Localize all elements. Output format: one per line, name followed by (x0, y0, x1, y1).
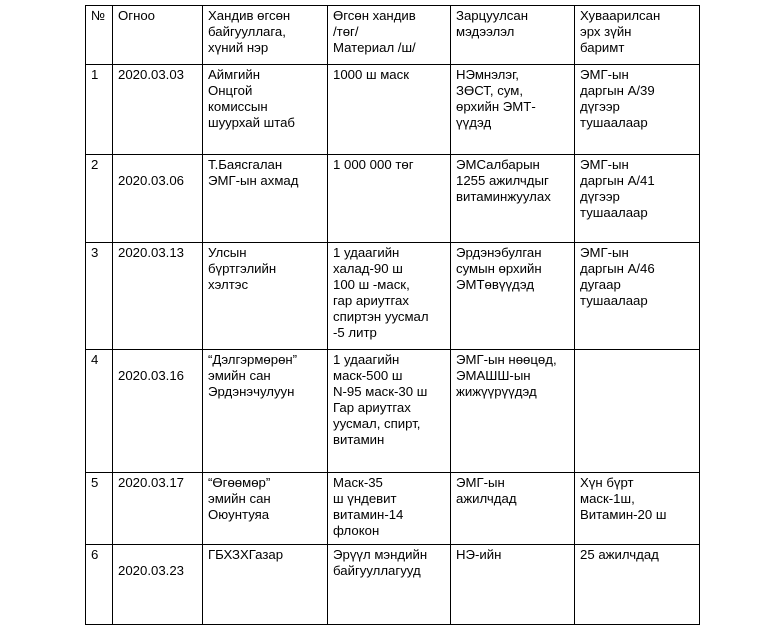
cell-legal-document (575, 350, 700, 473)
table-row (86, 155, 700, 243)
header-usage: Зарцуулсан мэдээлэл (451, 6, 575, 65)
cell-number: 4 (86, 350, 113, 473)
cell-donor: Улсын бүртгэлийн хэлтэс (203, 243, 328, 350)
header-donation: Өгсөн хандив /төг/ Материал /ш/ (328, 6, 451, 65)
table-row (86, 473, 700, 545)
cell-number: 3 (86, 243, 113, 350)
cell-donation: 1 удаагийн халад-90 ш 100 ш -маск, гар ариутгах спиртэн уусмал -5 литр (328, 243, 451, 350)
donation-table (85, 5, 700, 625)
header-donor: Хандив өгсөн байгууллага, хүний нэр (203, 6, 328, 65)
cell-legal-document: 25 ажилчдад (575, 545, 700, 625)
cell-legal-document: ЭМГ-ын даргын А/41 дүгээр тушаалаар (575, 155, 700, 243)
cell-date: 2020.03.06 (113, 155, 203, 243)
cell-number: 2 (86, 155, 113, 243)
cell-usage: ЭМГ-ын нөөцөд, ЭМАШШ-ын жижүүрүүдэд (451, 350, 575, 473)
table-row (86, 65, 700, 155)
header-legal-document: Хуваарилсан эрх зүйн баримт (575, 6, 700, 65)
header-date: Огноо (113, 6, 203, 65)
table-header-row (86, 6, 700, 65)
cell-donation: 1000 ш маск (328, 65, 451, 155)
cell-usage: ЭМГ-ын ажилчдад (451, 473, 575, 545)
cell-number: 1 (86, 65, 113, 155)
cell-number: 5 (86, 473, 113, 545)
cell-donor: Аймгийн Онцгой комиссын шуурхай штаб (203, 65, 328, 155)
cell-donor: “Дэлгэрмөрөн” эмийн сан Эрдэнэчулуун (203, 350, 328, 473)
table-row (86, 350, 700, 473)
cell-date: 2020.03.17 (113, 473, 203, 545)
cell-donation: 1 000 000 төг (328, 155, 451, 243)
cell-usage: ЭМСалбарын 1255 ажилчдыг витаминжуулах (451, 155, 575, 243)
header-number: № (86, 6, 113, 65)
cell-number: 6 (86, 545, 113, 625)
table-row (86, 243, 700, 350)
cell-legal-document: Хүн бүрт маск-1ш, Витамин-20 ш (575, 473, 700, 545)
cell-usage: НЭмнэлэг, ЗӨСТ, сум, өрхийн ЭМТ- үүдэд (451, 65, 575, 155)
cell-donation: Эрүүл мэндийн байгууллагууд (328, 545, 451, 625)
cell-donation: Маск-35 ш үндевит витамин-14 флокон (328, 473, 451, 545)
cell-donor: Т.Баясгалан ЭМГ-ын ахмад (203, 155, 328, 243)
cell-donation: 1 удаагийн маск-500 ш N-95 маск-30 ш Гар ариутгах уусмал, спирт, витамин (328, 350, 451, 473)
cell-date: 2020.03.13 (113, 243, 203, 350)
cell-legal-document: ЭМГ-ын даргын А/39 дүгээр тушаалаар (575, 65, 700, 155)
cell-date: 2020.03.23 (113, 545, 203, 625)
table-row (86, 545, 700, 625)
cell-usage: НЭ-ийн (451, 545, 575, 625)
cell-donor: “Өгөөмөр” эмийн сан Оюунтуяа (203, 473, 328, 545)
cell-date: 2020.03.16 (113, 350, 203, 473)
cell-donor: ГБХЗХГазар (203, 545, 328, 625)
cell-usage: Эрдэнэбулган сумын өрхийн ЭМТөвүүдэд (451, 243, 575, 350)
cell-legal-document: ЭМГ-ын даргын А/46 дугаар тушаалаар (575, 243, 700, 350)
cell-date: 2020.03.03 (113, 65, 203, 155)
